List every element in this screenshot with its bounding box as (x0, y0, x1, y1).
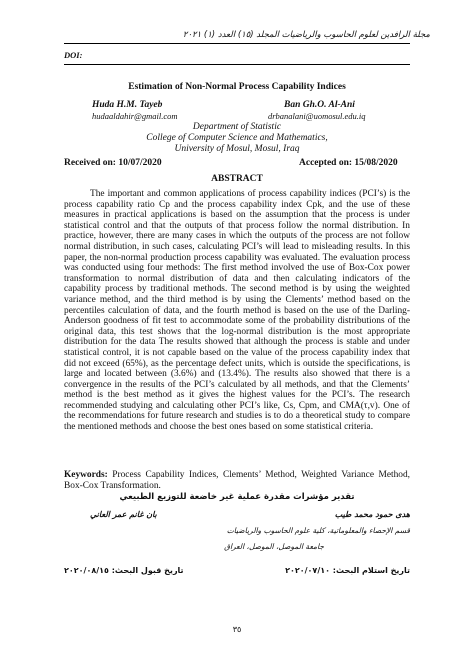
keywords (64, 470, 410, 491)
author-1-name: Huda H.M. Tayeb (92, 100, 163, 110)
author-2-name: Ban Gh.O. Al-Ani (284, 100, 355, 110)
author-1-email: hudaaldahir@gmail.com (92, 111, 178, 121)
arabic-received-date: تاريخ استلام البحث: ٢٠٢٠/٠٧/١٠ (285, 566, 410, 575)
received-date: Received on: 10/07/2020 (64, 158, 162, 168)
arabic-department: قسم الإحصاء والمعلوماتية، كلية علوم الحاسوب والرياضيات (226, 526, 410, 535)
abstract-heading: ABSTRACT (211, 174, 263, 184)
accepted-date: Accepted on: 15/08/2020 (299, 158, 398, 168)
affiliation-department: Department of Statistic (192, 122, 282, 132)
arabic-university: جامعة الموصل، الموصل، العراق (224, 542, 324, 551)
arabic-author-2: بان غانم عمر العاني (90, 510, 157, 519)
doi-rule (64, 64, 410, 65)
keywords-label: Keywords: (64, 470, 108, 480)
author-2-email: drbanalani@uomosul.edu.iq (268, 111, 366, 121)
page-number: ٣٥ (232, 625, 242, 634)
arabic-title: تقدير مؤشرات مقدرة عملية غير خاضعة للتوزيع الطبيعي (119, 492, 355, 502)
arabic-accepted-date: تاريخ قبول البحث: ٢٠٢٠/٠٨/١٥ (64, 566, 184, 575)
abstract-text: The important and common applications of process capability indices (PCI’s) is the process capability ratio Cp and the process capability index Cpk, and the use of these measures in practical applications is based on the assumption that the process is under statistical control and that the outputs of that process follow the normal distribution. In practice, however, there are many cases in which the outputs of the process are not follow normal distribution, in such cases, calculating PCI’s will lead to misleading results. In this paper, the non-normal production process capability was evaluated. The evaluation process was conducted using four methods: The first method involved the use of Box-Cox power transformation to normal distribution of data and then calculating indicators of the capability process by traditional methods. The second method is by using the weighted variance method, and the third method is by using the Clements’ method based on the percentiles calculation of data, and the fourth method is based on the use of the Darling-Anderson goodness of fit test to accommodate some of the probability distributions of the original data, this test shows that the log-normal distribution is the most appropriate distribution for the data The results showed that although the process is stable and under statistical control, it is not capable based on the value of the process capability index that did not exceed (65%), as the percentage defect units, which is outside the specifications, is large and located between (3.6%) and (13.4%). The results also showed that there is a convergence in the results of the PCI’s calculated by all methods, and that the Clements’ method is the best method as it gives the highest values for the PCI’s. The research recommended studying and calculating other PCI’s like, Cs, Cpm, and CMA(τ,v). One of the recommendations for future research and studies is to do a theoretical study to compare the mentioned methods and choose the best ones based on some statistical criteria. (64, 189, 410, 433)
affiliation-college: College of Computer Science and Mathematics, (146, 133, 328, 143)
paper-title: Estimation of Non-Normal Process Capability Indices (128, 82, 346, 92)
arabic-author-1: هدى حمود محمد طيب (334, 510, 410, 519)
affiliation-university: University of Mosul, Mosul, Iraq (174, 144, 300, 154)
journal-header: مجلة الرافدين لعلوم الحاسوب والرياضيات المجلد (١٥) العدد (١) ٢٠٢١ (182, 30, 430, 40)
header-rule (64, 43, 410, 44)
keywords-text: Process Capability Indices, Clements’ Method, Weighted Variance Method, Box-Cox Transformation. (64, 470, 411, 491)
doi-label: DOI: (64, 50, 83, 60)
